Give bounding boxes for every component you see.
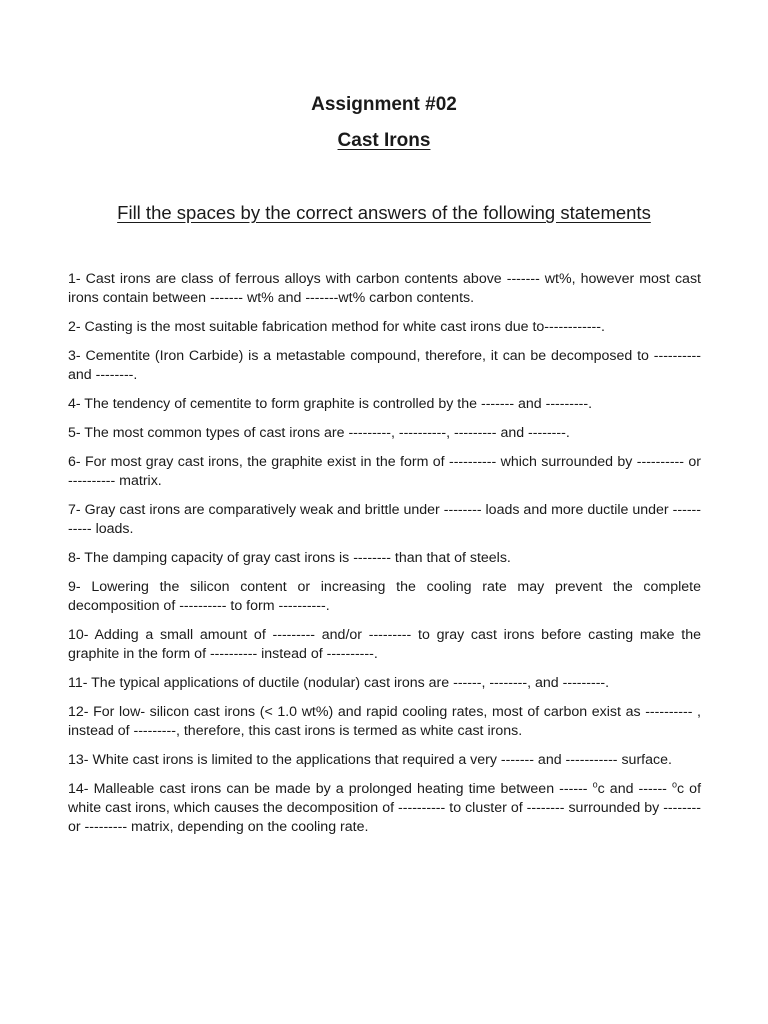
- question-7: 7- Gray cast irons are comparatively weak and brittle under -------- loads and more ductile under ----------- loads.: [68, 502, 701, 537]
- question-6: 6- For most gray cast irons, the graphite exist in the form of ---------- which surrounded by ---------- or ---------- matrix.: [68, 454, 701, 489]
- question-5: 5- The most common types of cast irons are ---------, ----------, --------- and --------.: [68, 425, 570, 441]
- question-11: 11- The typical applications of ductile (nodular) cast irons are ------, --------, and ---------.: [68, 675, 610, 691]
- question-3: 3- Cementite (Iron Carbide) is a metastable compound, therefore, it can be decomposed to ---------- and --------.: [68, 348, 701, 383]
- question-14-part-2: c and ------: [597, 781, 672, 797]
- question-13: 13- White cast irons is limited to the applications that required a very ------- and ----------- surface.: [68, 752, 672, 768]
- question-14-part-3: c of white cast irons, which causes the decomposition of ---------- to cluster of -------- surrounded by -------- or --------- matrix, depending on the cooling rate.: [68, 781, 702, 835]
- question-2: 2- Casting is the most suitable fabrication method for white cast irons due to------------.: [68, 319, 605, 335]
- assignment-title: Assignment #02: [311, 94, 457, 115]
- question-8: 8- The damping capacity of gray cast irons is -------- than that of steels.: [68, 550, 511, 566]
- instruction-heading: Fill the spaces by the correct answers of the following statements: [117, 202, 651, 223]
- question-list: [68, 270, 701, 847]
- question-1: 1- Cast irons are class of ferrous alloys with carbon contents above ------- wt%, however most cast irons contain between ------- wt% and -------wt% carbon contents.: [68, 271, 701, 306]
- question-10: 10- Adding a small amount of --------- and/or --------- to gray cast irons before casting make the graphite in the form of ---------- instead of ----------.: [68, 627, 701, 662]
- question-14: [68, 780, 701, 837]
- degree-sign: o: [671, 779, 677, 790]
- question-12: 12- For low- silicon cast irons (< 1.0 wt%) and rapid cooling rates, most of carbon exist as ---------- , instead of ---------, therefore, this cast irons is termed as white cast irons.: [68, 704, 701, 739]
- question-14-part-1: 14- Malleable cast irons can be made by a prolonged heating time between ------: [68, 781, 593, 797]
- question-9: 9- Lowering the silicon content or increasing the cooling rate may prevent the complete decomposition of ---------- to form ----------.: [68, 579, 701, 614]
- question-4: 4- The tendency of cementite to form graphite is controlled by the ------- and ---------.: [68, 396, 593, 412]
- topic-title: Cast Irons: [337, 130, 431, 151]
- degree-sign: o: [592, 779, 598, 790]
